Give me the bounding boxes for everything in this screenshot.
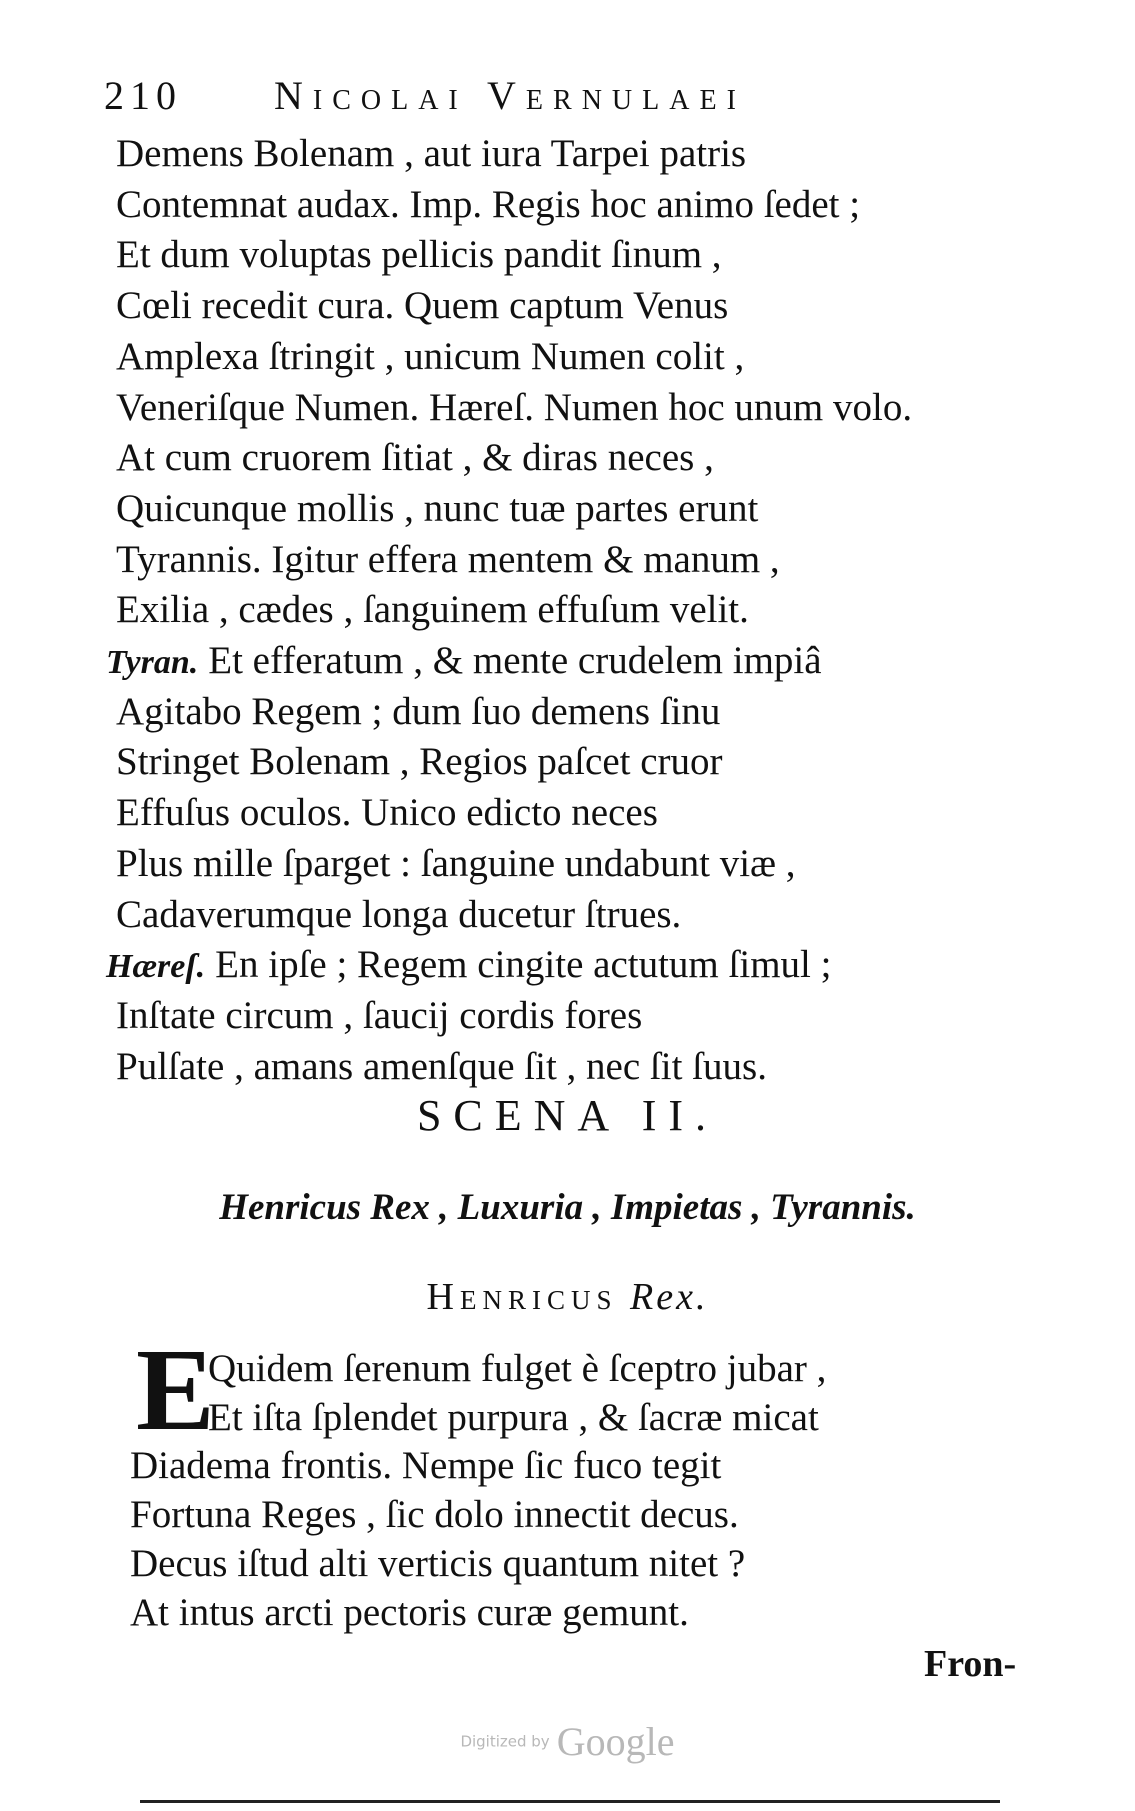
verse-line: Quidem ſerenum fulget è ſceptro jubar ,	[208, 1347, 827, 1390]
google-logo: Google	[556, 1719, 675, 1764]
verse-block-2	[130, 1345, 1030, 1637]
verse-line: Decus iſtud alti verticis quantum nitet ?	[130, 1541, 746, 1585]
verse-block-1	[106, 130, 1046, 1093]
verse-line: Quicunque mollis , nunc tuæ partes erunt	[116, 486, 759, 530]
verse-line: Pulſate , amans amenſque ſit , nec ſit ſuus.	[116, 1044, 767, 1088]
verse-line: Veneriſque Numen. Hæreſ. Numen hoc unum volo.	[116, 385, 913, 429]
verse-line: Cadaverumque longa ducetur ſtrues.	[116, 892, 682, 936]
speaker-heading	[0, 1275, 1135, 1319]
verse-line: Et iſta ſplendet purpura , & ſacræ micat	[208, 1395, 819, 1439]
verse-line: Stringet Bolenam , Regios paſcet cruor	[116, 740, 723, 784]
verse-line: Tyran. Et efferatum , & mente crudelem impiâ	[106, 639, 822, 683]
verse-line: Exilia , cædes , ſanguinem effuſum velit.	[116, 588, 749, 632]
digitization-watermark	[0, 1718, 1135, 1765]
page-number: 210	[104, 73, 182, 118]
page-header	[104, 72, 884, 122]
verse-line: At cum cruorem ſitiat , & diras neces ,	[116, 436, 714, 480]
verse-line: Tyrannis. Igitur effera mentem & manum ,	[116, 537, 780, 581]
speaker-name: Henricus	[426, 1276, 618, 1318]
scene-heading: SCENA II.	[416, 1091, 719, 1140]
verse-line: Et dum voluptas pellicis pandit ſinum ,	[116, 233, 722, 277]
speaker-title: Rex.	[630, 1276, 709, 1318]
page-edge-rule	[140, 1800, 1000, 1803]
verse-line: Contemnat audax. Imp. Regis hoc animo ſedet ;	[116, 182, 861, 226]
verse-line: Agitabo Regem ; dum ſuo demens ſinu	[116, 689, 721, 733]
verse-line: Demens Bolenam , aut iura Tarpei patris	[116, 132, 747, 175]
verse-line: Fortuna Reges , ſic dolo innectit decus.	[130, 1493, 739, 1537]
verse-line: Inſtate circum , ſaucij cordis fores	[116, 993, 643, 1037]
verse-line: At intus arcti pectoris curæ gemunt.	[130, 1590, 689, 1634]
drop-cap: E	[136, 1324, 215, 1455]
verse-line: Amplexa ſtringit , unicum Numen colit ,	[116, 334, 745, 378]
cast-list: Henricus Rex , Luxuria , Impietas , Tyrannis.	[219, 1187, 916, 1228]
verse-line: Plus mille ſparget : ſanguine undabunt viæ ,	[116, 841, 796, 885]
verse-line: Effuſus oculos. Unico edicto neces	[116, 791, 658, 835]
catchword: Fron-	[924, 1643, 1017, 1685]
verse-line: Diadema frontis. Nempe ſic fuco tegit	[130, 1444, 722, 1488]
verse-line: Hæreſ. En ipſe ; Regem cingite actutum ſimul ;	[106, 943, 832, 987]
verse-line: Cœli recedit cura. Quem captum Venus	[116, 284, 729, 328]
watermark-prefix: Digitized by	[460, 1732, 550, 1751]
running-head: Nicolai Vernulaei	[274, 73, 746, 118]
